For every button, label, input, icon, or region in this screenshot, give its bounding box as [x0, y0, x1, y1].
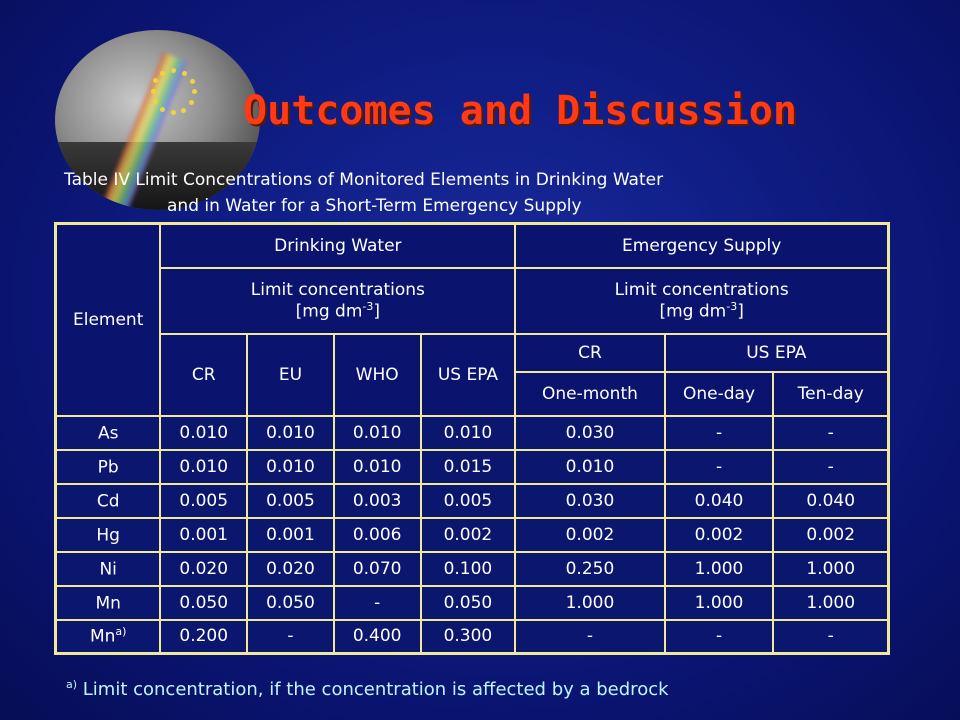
value-cell: 0.010 — [247, 450, 334, 484]
table-row — [56, 416, 889, 450]
value-cell: 0.001 — [247, 518, 334, 552]
table-row — [56, 518, 889, 552]
element-cell: As — [56, 416, 161, 450]
page-title: Outcomes and Discussion — [243, 88, 797, 134]
value-cell: 0.250 — [515, 552, 664, 586]
col-one-month: One-month — [515, 372, 664, 416]
col-one-day: One-day — [665, 372, 774, 416]
value-cell: 0.010 — [334, 416, 421, 450]
value-cell: 0.010 — [334, 450, 421, 484]
value-cell: 0.020 — [160, 552, 247, 586]
value-cell: 1.000 — [515, 586, 664, 620]
value-cell: 0.050 — [421, 586, 516, 620]
value-cell: 0.040 — [665, 484, 774, 518]
value-cell: 0.002 — [515, 518, 664, 552]
value-cell: - — [515, 620, 664, 654]
table-row — [56, 450, 889, 484]
value-cell: 0.005 — [247, 484, 334, 518]
value-cell: 0.010 — [421, 416, 516, 450]
footnote — [66, 678, 669, 700]
element-cell: Mn — [56, 586, 161, 620]
value-cell: 0.040 — [773, 484, 888, 518]
col-eu: EU — [247, 334, 334, 416]
value-cell: - — [334, 586, 421, 620]
footnote-mark: a) — [66, 678, 78, 691]
table-row — [56, 484, 889, 518]
value-cell: 0.001 — [160, 518, 247, 552]
value-cell: 0.050 — [247, 586, 334, 620]
value-cell: 0.002 — [421, 518, 516, 552]
value-cell: 1.000 — [665, 552, 774, 586]
value-cell: 1.000 — [773, 552, 888, 586]
drinking-limit-header: Limit concentrations [mg $dm^{-3}$] — [160, 268, 515, 334]
col-ten-day: Ten-day — [773, 372, 888, 416]
value-cell: - — [773, 416, 888, 450]
value-cell: - — [247, 620, 334, 654]
value-cell: 0.003 — [334, 484, 421, 518]
col-emergency-cr: CR — [515, 334, 664, 372]
value-cell: 0.070 — [334, 552, 421, 586]
value-cell: - — [773, 450, 888, 484]
value-cell: 0.300 — [421, 620, 516, 654]
element-cell: Cd — [56, 484, 161, 518]
value-cell: 0.050 — [160, 586, 247, 620]
element-cell: Hg — [56, 518, 161, 552]
value-cell: 0.005 — [421, 484, 516, 518]
value-cell: - — [665, 450, 774, 484]
element-cell: Mn$^{a)}$ — [56, 620, 161, 654]
value-cell: 0.002 — [773, 518, 888, 552]
caption-line-1: Table IV Limit Concentrations of Monitored Elements in Drinking Water — [64, 170, 664, 190]
value-cell: - — [665, 416, 774, 450]
emergency-supply-header: Emergency Supply — [515, 224, 888, 268]
limit-concentration-table — [54, 222, 890, 654]
value-cell: 0.400 — [334, 620, 421, 654]
value-cell: 0.030 — [515, 484, 664, 518]
table-row — [56, 586, 889, 620]
value-cell: 0.200 — [160, 620, 247, 654]
table-body — [56, 416, 889, 654]
element-cell: Pb — [56, 450, 161, 484]
value-cell: 0.010 — [515, 450, 664, 484]
emergency-limit-header: Limit concentrations [mg $dm^{-3}$] — [515, 268, 888, 334]
value-cell: 0.020 — [247, 552, 334, 586]
caption-line-2: and in Water for a Short-Term Emergency Supply — [167, 196, 582, 216]
footnote-text: Limit concentration, if the concentration is affected by a bedrock — [77, 679, 669, 700]
col-us-epa: US EPA — [421, 334, 516, 416]
col-who: WHO — [334, 334, 421, 416]
table-caption — [64, 167, 663, 219]
element-header: Element — [56, 224, 161, 416]
value-cell: 0.002 — [665, 518, 774, 552]
table-row — [56, 620, 889, 654]
value-cell: 0.006 — [334, 518, 421, 552]
value-cell: 0.005 — [160, 484, 247, 518]
value-cell: 0.010 — [247, 416, 334, 450]
element-cell: Ni — [56, 552, 161, 586]
col-cr: CR — [160, 334, 247, 416]
value-cell: 0.010 — [160, 416, 247, 450]
table-row — [56, 552, 889, 586]
value-cell: - — [773, 620, 888, 654]
value-cell: 1.000 — [665, 586, 774, 620]
value-cell: 0.010 — [160, 450, 247, 484]
value-cell: 0.030 — [515, 416, 664, 450]
col-emergency-us-epa: US EPA — [665, 334, 889, 372]
value-cell: 0.100 — [421, 552, 516, 586]
value-cell: 0.015 — [421, 450, 516, 484]
value-cell: - — [665, 620, 774, 654]
value-cell: 1.000 — [773, 586, 888, 620]
drinking-water-header: Drinking Water — [160, 224, 515, 268]
